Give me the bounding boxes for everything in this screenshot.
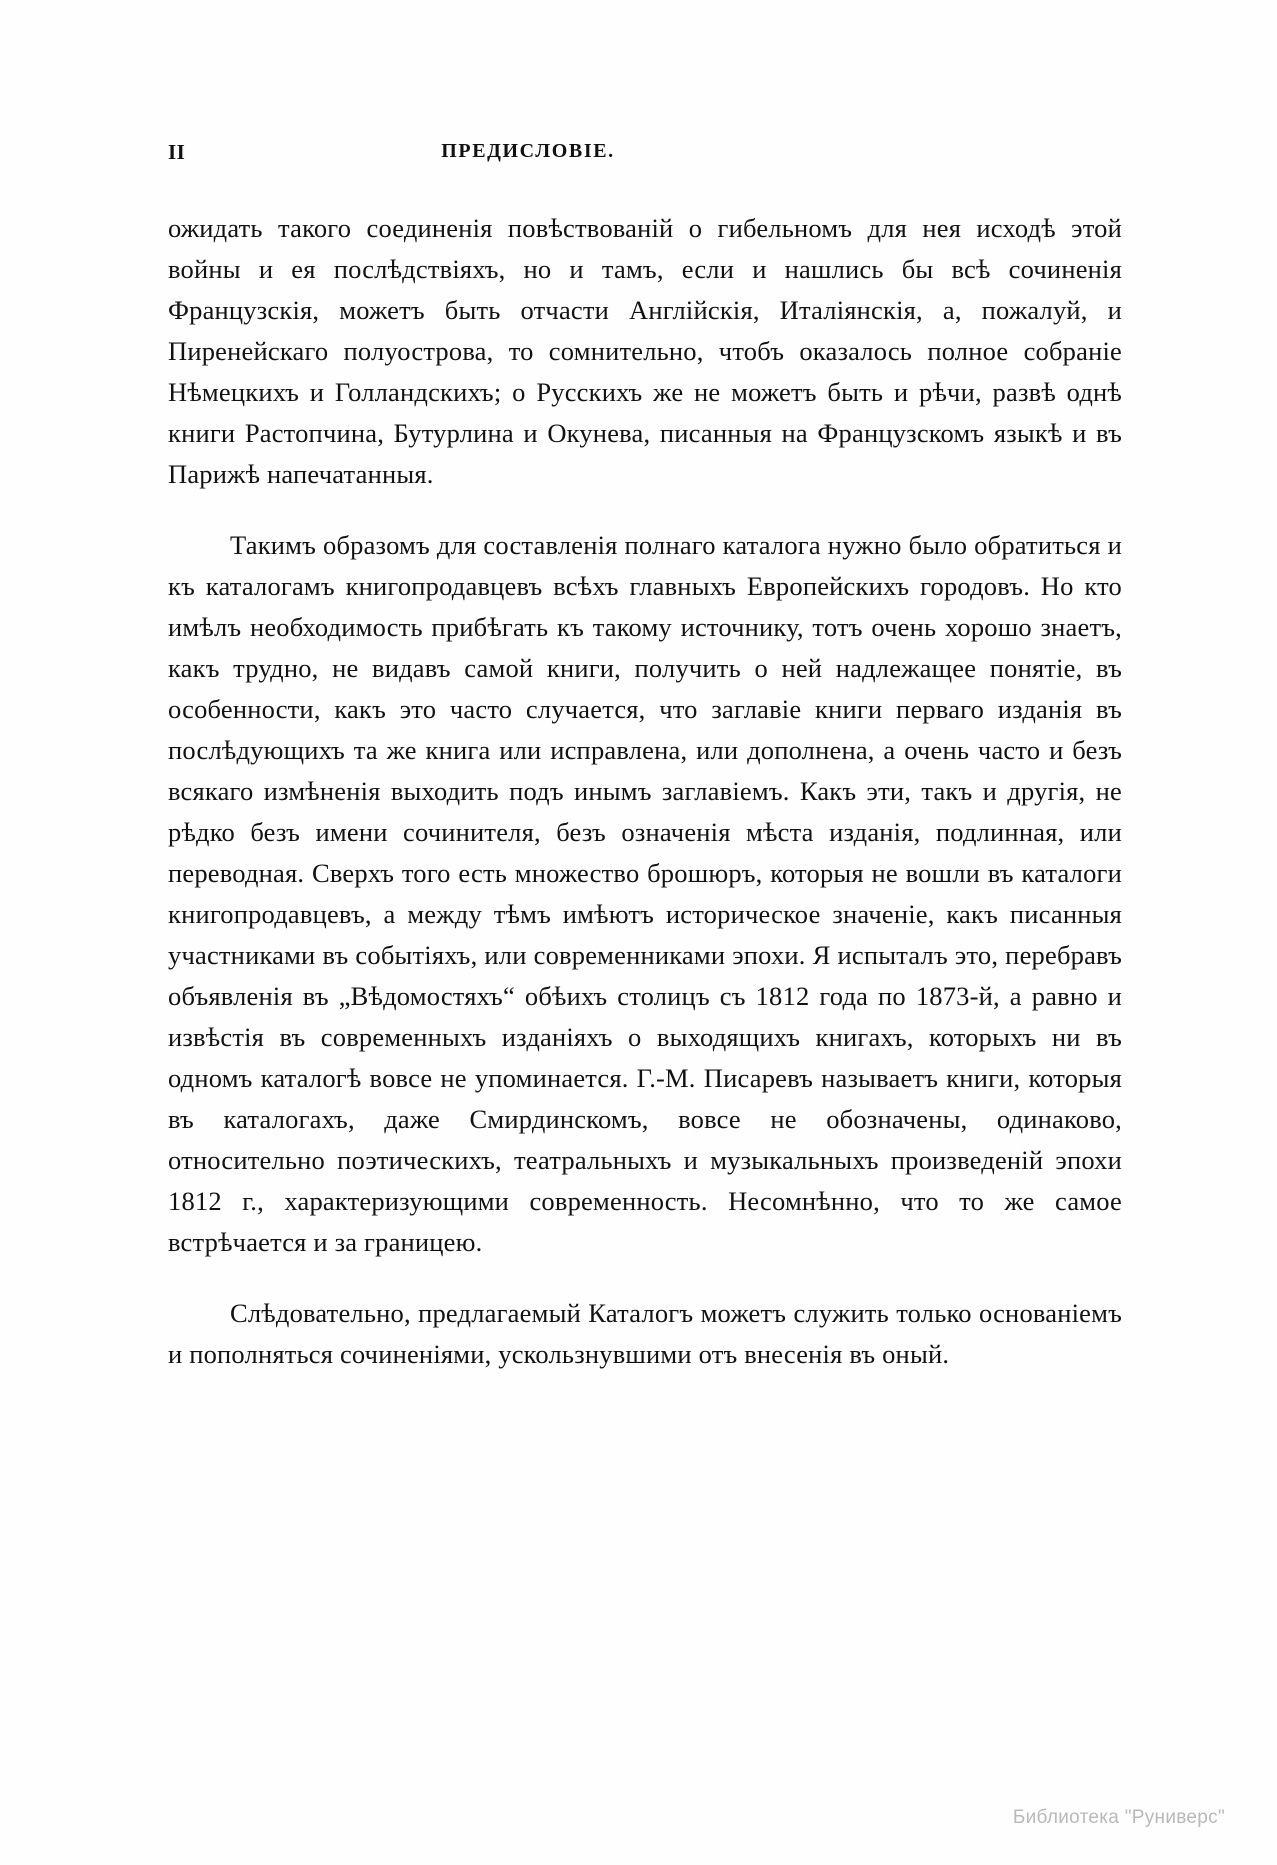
library-watermark: Библиотека "Руниверс" [1012, 1807, 1225, 1828]
paragraph-3: Слѣдовательно, предлагаемый Каталогъ можетъ служить только основаніемъ и пополняться сочиненіями, ускользнувшими отъ внесенія въ оный. [168, 1298, 1122, 1369]
page-header [168, 140, 1118, 166]
paragraph-2: Такимъ образомъ для составленія полнаго каталога нужно было обратиться и къ каталогамъ книгопродавцевъ всѣхъ главныхъ Европейскихъ городовъ. Но кто имѣлъ необходимость прибѣгать къ такому источнику, тотъ очень хорошо знаетъ, какъ трудно, не видавъ самой книги, получить о ней надлежащее понятіе, въ особенности, какъ это часто случается, что заглавіе книги перваго изданія въ послѣдующихъ та же книга или исправлена, или дополнена, а очень часто и безъ всякаго измѣненія выходить подъ инымъ заглавіемъ. Какъ эти, такъ и другія, не рѣдко безъ имени сочинителя, безъ означенія мѣста изданія, подлинная, или переводная. Сверхъ того есть множество брошюръ, которыя не вошли въ каталоги книгопродавцевъ, а между тѣмъ имѣютъ историческое значеніе, какъ писанныя участниками въ событіяхъ, или современниками эпохи. Я испыталъ это, перебравъ объявленія въ „Вѣдомостяхъ“ обѣихъ столицъ съ 1812 года по 1873-й, а равно и извѣстія въ современныхъ изданіяхъ о выходящихъ книгахъ, которыхъ ни въ одномъ каталогѣ вовсе не упоминается. Г.-М. Писаревъ называетъ книги, которыя въ каталогахъ, даже Смирдинскомъ, вовсе не обозначены, одинаково, относительно поэтическихъ, театральныхъ и музыкальныхъ произведеній эпохи 1812 г., характеризующими современность. Несомнѣнно, что то же самое встрѣчается и за границею. [168, 530, 1122, 1257]
running-title: ПРЕДИСЛОВІЕ. [441, 140, 615, 162]
page-number: II [168, 140, 186, 164]
paragraph-1: ожидать такого соединенія повѣствованій о гибельномъ для нея исходѣ этой войны и ея послѣдствіяхъ, но и тамъ, если и нашлись бы всѣ сочиненія Французскія, можетъ быть отчасти Англійскія, Италіянскія, а, пожалуй, и Пиренейскаго полуострова, то сомнительно, чтобъ оказалось полное собраніе Нѣмецкихъ и Голландскихъ; о Русскихъ же не можетъ быть и рѣчи, развѣ однѣ книги Растопчина, Бутурлина и Окунева, писанныя на Французскомъ языкѣ и въ Парижѣ напечатанныя. [168, 213, 1122, 489]
body-text [168, 208, 1122, 1375]
